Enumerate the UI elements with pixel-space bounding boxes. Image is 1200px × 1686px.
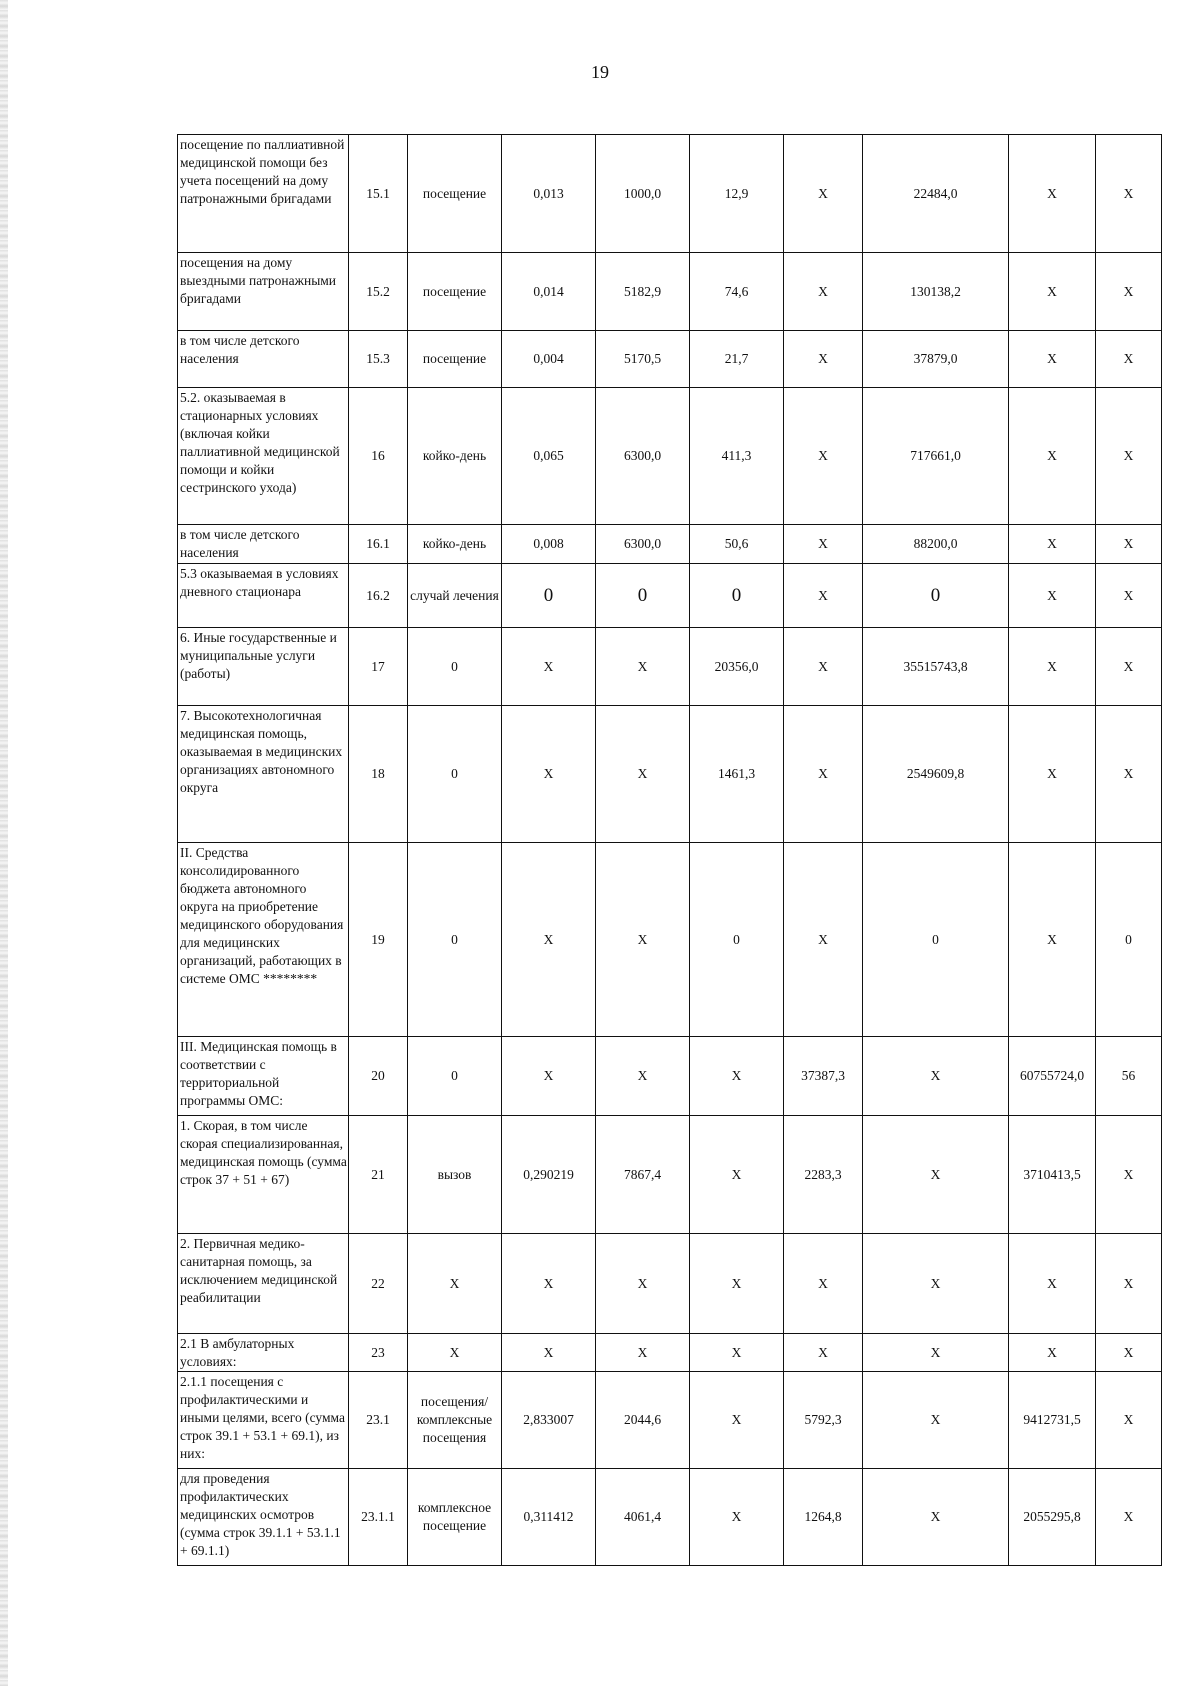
table-cell: 0,290219	[502, 1116, 596, 1234]
table-cell: 50,6	[690, 525, 784, 564]
table-cell: 0,311412	[502, 1469, 596, 1566]
table-cell: 22	[349, 1234, 408, 1334]
table-row	[178, 564, 1162, 628]
table-cell: 0	[408, 1037, 502, 1116]
table-cell: посещение	[408, 331, 502, 388]
row-name-cell: для проведения профилактических медицинских осмотров (сумма строк 39.1.1 + 53.1.1 + 69.1.1)	[178, 1469, 349, 1566]
table-cell: X	[863, 1372, 1009, 1469]
table-cell: X	[1096, 525, 1162, 564]
table-cell: X	[502, 1334, 596, 1372]
row-name-cell: 1. Скорая, в том числе скорая специализированная, медицинская помощь (сумма строк 37 + 51 + 67)	[178, 1116, 349, 1234]
table-cell: 5792,3	[784, 1372, 863, 1469]
table-row	[178, 388, 1162, 525]
table-cell: X	[863, 1469, 1009, 1566]
table-cell: X	[1009, 843, 1096, 1037]
table-body	[178, 135, 1162, 1566]
table-cell: 4061,4	[596, 1469, 690, 1566]
table-cell: 2055295,8	[1009, 1469, 1096, 1566]
table-row	[178, 525, 1162, 564]
table-cell: X	[1009, 706, 1096, 843]
table-cell: 2,833007	[502, 1372, 596, 1469]
table-cell: X	[1096, 1116, 1162, 1234]
table-cell: 0,014	[502, 253, 596, 331]
table-cell: 16.1	[349, 525, 408, 564]
table-cell: 21,7	[690, 331, 784, 388]
table-cell: 411,3	[690, 388, 784, 525]
table-cell: 0,013	[502, 135, 596, 253]
table-cell: X	[1096, 388, 1162, 525]
table-cell: X	[596, 1234, 690, 1334]
row-name-cell: 5.3 оказываемая в условиях дневного стационара	[178, 564, 349, 628]
table-cell: X	[784, 1234, 863, 1334]
table-cell: 22484,0	[863, 135, 1009, 253]
table-cell: 0	[502, 564, 596, 628]
table-cell: 5182,9	[596, 253, 690, 331]
table-cell: 0	[690, 564, 784, 628]
table-cell: койко-день	[408, 388, 502, 525]
table-cell: X	[1009, 525, 1096, 564]
table-cell: 0	[690, 843, 784, 1037]
table-cell: 19	[349, 843, 408, 1037]
table-row	[178, 1334, 1162, 1372]
table-row	[178, 843, 1162, 1037]
table-cell: 0,008	[502, 525, 596, 564]
table-cell: X	[690, 1469, 784, 1566]
table-row	[178, 628, 1162, 706]
table-cell: X	[1009, 253, 1096, 331]
table-cell: 56	[1096, 1037, 1162, 1116]
table-cell: X	[690, 1037, 784, 1116]
data-table	[177, 134, 1162, 1566]
table-cell: 21	[349, 1116, 408, 1234]
table-cell: X	[784, 564, 863, 628]
table-cell: X	[596, 843, 690, 1037]
table-cell: 0	[408, 706, 502, 843]
table-cell: 1461,3	[690, 706, 784, 843]
table-row	[178, 331, 1162, 388]
table-row	[178, 135, 1162, 253]
table-cell: X	[502, 706, 596, 843]
table-cell: 6300,0	[596, 525, 690, 564]
table-cell: койко-день	[408, 525, 502, 564]
table-cell: X	[1096, 628, 1162, 706]
table-cell: 23	[349, 1334, 408, 1372]
table-cell: 15.2	[349, 253, 408, 331]
table-cell: X	[1096, 1234, 1162, 1334]
table-cell: 2549609,8	[863, 706, 1009, 843]
table-cell: X	[784, 628, 863, 706]
table-cell: X	[863, 1037, 1009, 1116]
table-cell: 60755724,0	[1009, 1037, 1096, 1116]
table-cell: 17	[349, 628, 408, 706]
row-name-cell: 2. Первичная медико-санитарная помощь, за исключением медицинской реабилитации	[178, 1234, 349, 1334]
row-name-cell: 2.1.1 посещения с профилактическими и иными целями, всего (сумма строк 39.1 + 53.1 + 69.1), из них:	[178, 1372, 349, 1469]
table-cell: 23.1.1	[349, 1469, 408, 1566]
table-cell: 1264,8	[784, 1469, 863, 1566]
table-cell: X	[1009, 1334, 1096, 1372]
table-cell: X	[408, 1234, 502, 1334]
table-row	[178, 1372, 1162, 1469]
table-cell: посещения/комплексные посещения	[408, 1372, 502, 1469]
table-cell: 3710413,5	[1009, 1116, 1096, 1234]
table-cell: X	[784, 525, 863, 564]
row-name-cell: 2.1 В амбулаторных условиях:	[178, 1334, 349, 1372]
table-row	[178, 1469, 1162, 1566]
table-cell: X	[863, 1116, 1009, 1234]
table-cell: X	[690, 1372, 784, 1469]
table-cell: X	[596, 628, 690, 706]
table-cell: 0	[1096, 843, 1162, 1037]
row-name-cell: посещение по паллиативной медицинской помощи без учета посещений на дому патронажными бригадами	[178, 135, 349, 253]
table-cell: X	[690, 1334, 784, 1372]
table-cell: X	[1009, 628, 1096, 706]
table-cell: 16.2	[349, 564, 408, 628]
table-cell: X	[1009, 564, 1096, 628]
table-cell: 9412731,5	[1009, 1372, 1096, 1469]
table-cell: X	[690, 1116, 784, 1234]
table-cell: X	[1096, 706, 1162, 843]
table-cell: X	[1096, 253, 1162, 331]
table-cell: X	[502, 843, 596, 1037]
page-number: 19	[591, 62, 609, 82]
table-cell: X	[784, 706, 863, 843]
row-name-cell: посещения на дому выездными патронажными бригадами	[178, 253, 349, 331]
table-cell: 15.3	[349, 331, 408, 388]
table-cell: X	[502, 628, 596, 706]
table-cell: 5170,5	[596, 331, 690, 388]
row-name-cell: 7. Высокотехнологичная медицинская помощь, оказываемая в медицинских организациях автономного округа	[178, 706, 349, 843]
table-cell: 35515743,8	[863, 628, 1009, 706]
table-cell: X	[784, 253, 863, 331]
row-name-cell: в том числе детского населения	[178, 525, 349, 564]
table-cell: 20356,0	[690, 628, 784, 706]
table-cell: 16	[349, 388, 408, 525]
table-cell: 0	[408, 628, 502, 706]
row-name-cell: 5.2. оказываемая в стационарных условиях (включая койки паллиативной медицинской помощи и койки сестринского ухода)	[178, 388, 349, 525]
table-cell: X	[1096, 1469, 1162, 1566]
table-cell: 15.1	[349, 135, 408, 253]
table-cell: X	[596, 1037, 690, 1116]
scan-edge-artifact	[0, 0, 8, 1686]
table-row	[178, 1037, 1162, 1116]
table-cell: 0,065	[502, 388, 596, 525]
table-cell: X	[1096, 1372, 1162, 1469]
table-cell: X	[1009, 1234, 1096, 1334]
table-cell: X	[784, 1334, 863, 1372]
table-cell: 37387,3	[784, 1037, 863, 1116]
table-row	[178, 1116, 1162, 1234]
table-cell: 20	[349, 1037, 408, 1116]
table-cell: X	[408, 1334, 502, 1372]
table-cell: посещение	[408, 253, 502, 331]
table-cell: 0	[863, 843, 1009, 1037]
table-cell: 130138,2	[863, 253, 1009, 331]
table-cell: 0	[863, 564, 1009, 628]
table-cell: 12,9	[690, 135, 784, 253]
table-cell: X	[1009, 135, 1096, 253]
table-cell: X	[784, 843, 863, 1037]
table-cell: X	[784, 388, 863, 525]
table-cell: X	[784, 331, 863, 388]
table-cell: 6300,0	[596, 388, 690, 525]
table-cell: 717661,0	[863, 388, 1009, 525]
table-cell: X	[502, 1234, 596, 1334]
table-cell: X	[784, 135, 863, 253]
row-name-cell: 6. Иные государственные и муниципальные услуги (работы)	[178, 628, 349, 706]
table-cell: вызов	[408, 1116, 502, 1234]
table-cell: 88200,0	[863, 525, 1009, 564]
table-cell: 0	[408, 843, 502, 1037]
table-cell: X	[1096, 564, 1162, 628]
table-row	[178, 706, 1162, 843]
row-name-cell: III. Медицинская помощь в соответствии с территориальной программы ОМС:	[178, 1037, 349, 1116]
table-cell: 23.1	[349, 1372, 408, 1469]
table-cell: X	[863, 1234, 1009, 1334]
table-cell: 0,004	[502, 331, 596, 388]
table-cell: случай лечения	[408, 564, 502, 628]
table-cell: X	[596, 706, 690, 843]
table-cell: 2283,3	[784, 1116, 863, 1234]
table-cell: 1000,0	[596, 135, 690, 253]
table-cell: 0	[596, 564, 690, 628]
table-cell: X	[1096, 331, 1162, 388]
table-cell: X	[596, 1334, 690, 1372]
table-cell: X	[863, 1334, 1009, 1372]
table-cell: 37879,0	[863, 331, 1009, 388]
table-cell: X	[1096, 1334, 1162, 1372]
table-cell: комплексное посещение	[408, 1469, 502, 1566]
table-cell: X	[1009, 388, 1096, 525]
row-name-cell: в том числе детского населения	[178, 331, 349, 388]
table-cell: 7867,4	[596, 1116, 690, 1234]
table-row	[178, 253, 1162, 331]
row-name-cell: II. Средства консолидированного бюджета автономного округа на приобретение медицинского оборудования для медицинских организаций, работающих в системе ОМС ********	[178, 843, 349, 1037]
table-cell: 18	[349, 706, 408, 843]
table-cell: 2044,6	[596, 1372, 690, 1469]
table-row	[178, 1234, 1162, 1334]
table-cell: X	[1096, 135, 1162, 253]
table-cell: X	[502, 1037, 596, 1116]
table-cell: X	[690, 1234, 784, 1334]
table-cell: 74,6	[690, 253, 784, 331]
table-cell: посещение	[408, 135, 502, 253]
table-cell: X	[1009, 331, 1096, 388]
